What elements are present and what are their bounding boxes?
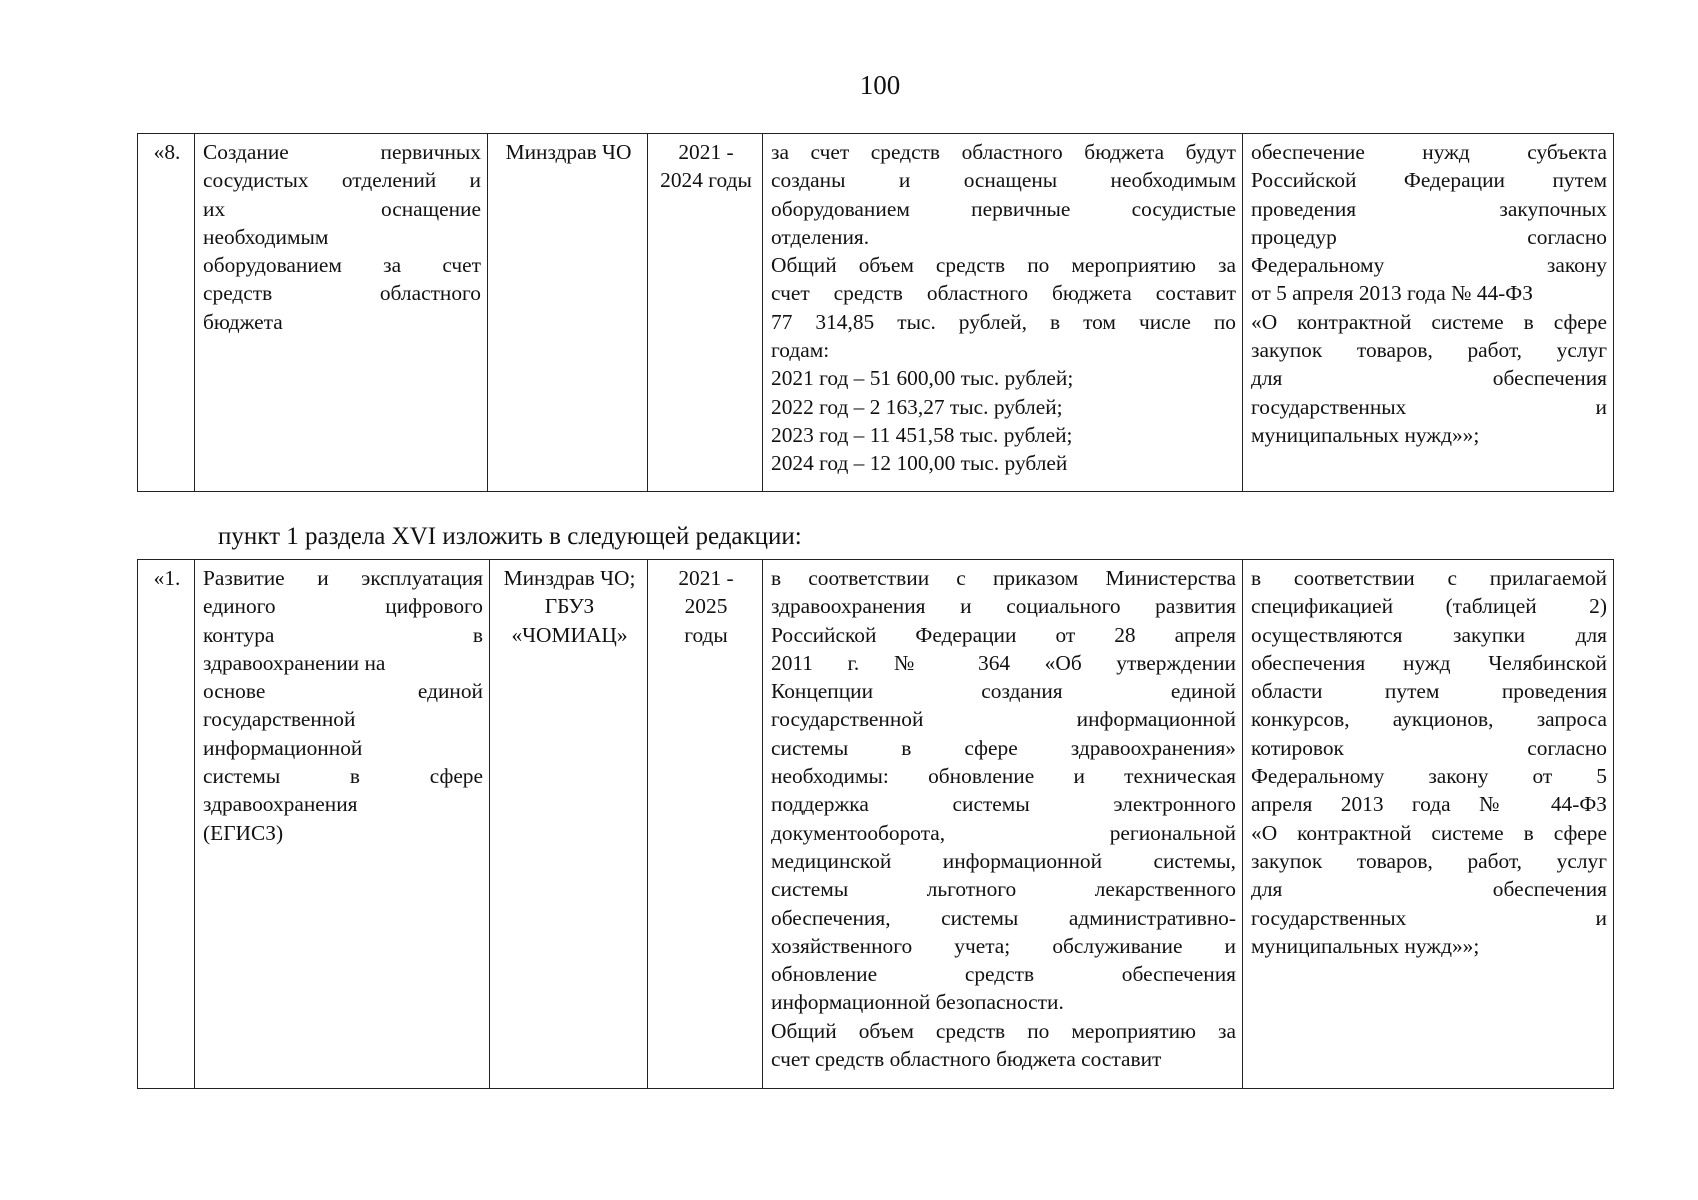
text-line: Российской Федерации от 28 апреля: [771, 622, 1236, 647]
text-line: Федеральному закону: [1251, 253, 1607, 278]
executor-cell: [488, 134, 648, 492]
text-line: «ЧОМИАЦ»: [511, 622, 628, 647]
text-line: закупок товаров, работ, услуг: [1251, 848, 1607, 873]
measures-table-2: [137, 559, 1614, 1089]
text-line: Минздрав ЧО;: [503, 566, 636, 590]
text-line: Федеральному закону от 5: [1251, 764, 1607, 789]
text-line: государственных и: [1251, 905, 1607, 930]
text-line: контура в: [203, 622, 483, 647]
text-line: системы в сфере здравоохранения»: [771, 735, 1236, 760]
text-line: 2024 годы: [660, 168, 752, 193]
text-line: счет средств областного бюджета составит: [771, 281, 1236, 306]
procurement-cell: [1243, 560, 1614, 1089]
text-line: 2021 -: [678, 566, 734, 590]
text-line: здравоохранения: [203, 792, 358, 817]
measures-table-1: [137, 133, 1614, 492]
text-line: проведения закупочных: [1251, 196, 1607, 221]
text-line: бюджета: [203, 309, 283, 334]
text-line: 2021 год – 51 600,00 тыс. рублей;: [771, 366, 1074, 391]
text-line: котировок согласно: [1251, 735, 1607, 760]
period-cell: [648, 134, 763, 492]
text-line: Концепции создания единой: [771, 679, 1236, 704]
text-line: процедур согласно: [1251, 224, 1607, 249]
text-line: поддержка системы электронного: [771, 792, 1236, 817]
text-line: Создание первичных: [203, 140, 481, 164]
text-line: 2024 год – 12 100,00 тыс. рублей: [771, 451, 1068, 476]
text-line: в соответствии с приказом Министерства: [771, 566, 1236, 590]
text-line: необходимым: [203, 224, 329, 249]
row-number: «1.: [138, 560, 195, 1089]
text-line: 2022 год – 2 163,27 тыс. рублей;: [771, 394, 1063, 419]
text-line: области путем проведения: [1251, 679, 1607, 704]
text-line: медицинской информационной системы,: [771, 848, 1236, 873]
text-line: сосудистых отделений и: [203, 168, 481, 193]
text-line: Минздрав ЧО: [505, 140, 632, 164]
text-line: закупок товаров, работ, услуг: [1251, 338, 1607, 363]
text-line: необходимы: обновление и техническая: [771, 764, 1236, 789]
text-line: (ЕГИСЗ): [203, 820, 284, 845]
text-line: 77 314,85 тыс. рублей, в том числе по: [771, 309, 1236, 334]
text-line: здравоохранении на: [203, 650, 386, 675]
text-line: ГБУЗ: [544, 594, 595, 619]
measure-name-cell: [195, 560, 490, 1089]
text-line: от 5 апреля 2013 года № 44-ФЗ: [1251, 281, 1533, 306]
text-line: «О контрактной системе в сфере: [1251, 820, 1607, 845]
text-line: отделения.: [771, 224, 870, 249]
executor-cell: [490, 560, 648, 1089]
text-line: 2023 год – 11 451,58 тыс. рублей;: [771, 422, 1073, 447]
row-number: «8.: [138, 134, 195, 492]
text-line: годы: [684, 622, 728, 647]
text-line: муниципальных нужд»»;: [1251, 933, 1480, 958]
page-number: 100: [859, 70, 901, 100]
text-line: государственных и: [1251, 394, 1607, 419]
text-line: средств областного: [203, 281, 481, 306]
description-cell: [763, 134, 1243, 492]
instruction-text: пункт 1 раздела XVI изложить в следующей редакции:: [218, 523, 802, 550]
text-line: государственной информационной: [771, 707, 1236, 732]
text-line: Общий объем средств по мероприятию за: [771, 1018, 1236, 1043]
text-line: Российской Федерации путем: [1251, 168, 1607, 193]
text-line: для обеспечения: [1251, 877, 1607, 902]
text-line: конкурсов, аукционов, запроса: [1251, 707, 1607, 732]
text-line: системы в сфере: [203, 764, 483, 789]
text-line: в соответствии с прилагаемой: [1251, 566, 1607, 590]
text-line: информационной: [203, 735, 363, 760]
procurement-cell: [1243, 134, 1614, 492]
text-line: осуществляются закупки для: [1251, 622, 1607, 647]
text-line: государственной: [203, 707, 356, 732]
text-line: годам:: [771, 338, 830, 363]
text-line: апреля 2013 года № 44-ФЗ: [1251, 792, 1607, 817]
text-line: обеспечение нужд субъекта: [1251, 140, 1607, 164]
table-row: [138, 560, 1614, 1089]
text-line: муниципальных нужд»»;: [1251, 422, 1480, 447]
text-line: основе единой: [203, 679, 483, 704]
text-line: обеспечения нужд Челябинской: [1251, 650, 1607, 675]
text-line: созданы и оснащены необходимым: [771, 168, 1236, 193]
text-line: системы льготного лекарственного: [771, 877, 1236, 902]
text-line: счет средств областного бюджета составит: [771, 1047, 1162, 1072]
text-line: документооборота, региональной: [771, 820, 1236, 845]
text-line: хозяйственного учета; обслуживание и: [771, 933, 1236, 958]
text-line: оборудованием первичные сосудистые: [771, 196, 1236, 221]
text-line: обеспечения, системы административно-: [771, 905, 1236, 930]
text-line: для обеспечения: [1251, 366, 1607, 391]
text-line: их оснащение: [203, 196, 481, 221]
text-line: обновление средств обеспечения: [771, 962, 1236, 987]
text-line: информационной безопасности.: [771, 990, 1064, 1015]
period-cell: [648, 560, 763, 1089]
text-line: 2011 г. № 364 «Об утверждении: [771, 650, 1236, 675]
text-line: единого цифрового: [203, 594, 483, 619]
text-line: «О контрактной системе в сфере: [1251, 309, 1607, 334]
text-line: 2025: [684, 594, 728, 619]
text-line: за счет средств областного бюджета будут: [771, 140, 1236, 164]
text-line: Общий объем средств по мероприятию за: [771, 253, 1236, 278]
text-line: 2021 -: [678, 140, 734, 164]
text-line: оборудованием за счет: [203, 253, 481, 278]
text-line: спецификацией (таблицей 2): [1251, 594, 1607, 619]
description-cell: [763, 560, 1243, 1089]
text-line: здравоохранения и социального развития: [771, 594, 1236, 619]
measure-name-cell: [195, 134, 488, 492]
table-row: [138, 134, 1614, 492]
text-line: Развитие и эксплуатация: [203, 566, 483, 590]
